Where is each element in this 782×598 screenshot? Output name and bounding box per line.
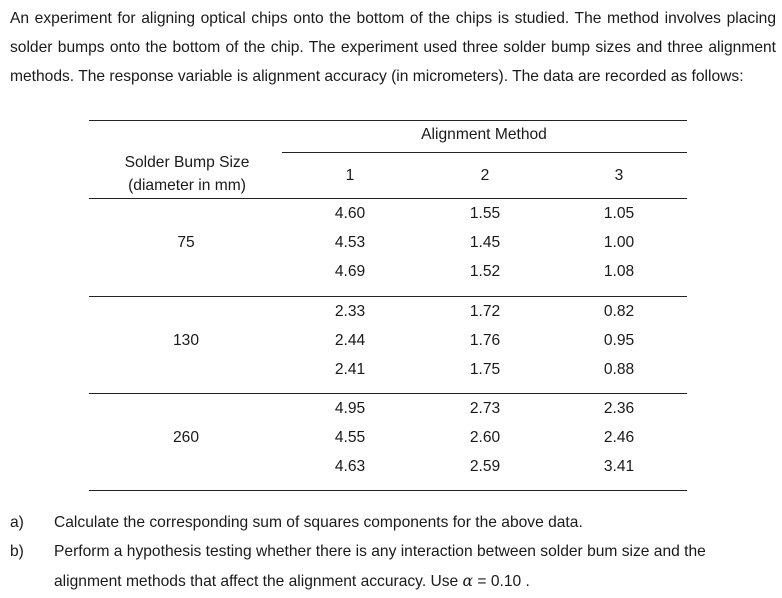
question-b-label: b)	[10, 543, 24, 560]
alignment-method-header: Alignment Method	[421, 126, 547, 143]
question-b-line1: Perform a hypothesis testing whether there is any interaction between solder bum size and the	[54, 543, 706, 560]
group-separator-rule	[89, 296, 687, 297]
alpha-value: = 0.10 .	[473, 573, 530, 590]
row-header-line1: Solder Bump Size	[124, 154, 250, 171]
table-cell: 4.53	[334, 234, 366, 251]
table-cell: 1.55	[469, 205, 501, 222]
table-cell: 2.44	[334, 332, 366, 349]
question-a	[0, 509, 782, 537]
table-cell: 2.73	[469, 400, 501, 417]
question-b	[0, 538, 782, 594]
question-a-text: Calculate the corresponding sum of squares components for the above data.	[54, 514, 583, 531]
table-cell: 3.41	[603, 458, 635, 475]
table-cell: 0.88	[603, 361, 635, 378]
table-cell: 1.45	[469, 234, 501, 251]
method-header: 1	[345, 167, 355, 184]
table-cell: 2.59	[469, 458, 501, 475]
solder-size-label: 130	[172, 332, 200, 349]
table-cell: 1.76	[469, 332, 501, 349]
question-a-label: a)	[10, 514, 24, 531]
table-cell: 1.52	[469, 263, 501, 280]
table-cell: 1.08	[603, 263, 635, 280]
table-cell: 1.05	[603, 205, 635, 222]
group-separator-rule	[89, 393, 687, 394]
table-cell: 1.00	[603, 234, 635, 251]
table-cell: 4.60	[334, 205, 366, 222]
alpha-symbol: α	[462, 572, 474, 590]
method-header: 2	[480, 167, 490, 184]
table-cell: 2.33	[334, 303, 366, 320]
table-cell: 2.46	[603, 429, 635, 446]
row-header-line2: (diameter in mm)	[128, 177, 246, 194]
table-cell: 2.60	[469, 429, 501, 446]
solder-size-label: 75	[177, 234, 195, 251]
table-cell: 2.41	[334, 361, 366, 378]
method-header: 3	[614, 167, 624, 184]
solder-size-label: 260	[172, 429, 200, 446]
table-cell: 4.55	[334, 429, 366, 446]
table-top-rule	[89, 120, 687, 121]
table-cell: 0.95	[603, 332, 635, 349]
table-cell: 2.36	[603, 400, 635, 417]
header-bottom-rule	[89, 198, 687, 199]
table-cell: 4.69	[334, 263, 366, 280]
table-bottom-rule	[89, 490, 687, 491]
table-cell: 0.82	[603, 303, 635, 320]
table-cell: 4.95	[334, 400, 366, 417]
table-cell: 4.63	[334, 458, 366, 475]
table-cell: 1.72	[469, 303, 501, 320]
method-group-rule	[282, 152, 687, 153]
question-b-line2	[54, 567, 774, 596]
question-b-line2-text: alignment methods that affect the alignment accuracy. Use	[54, 573, 463, 590]
table-cell: 1.75	[469, 361, 501, 378]
intro-paragraph: An experiment for aligning optical chips onto the bottom of the chips is studied. The method involves placing solder bumps onto the bottom of the chip. The experiment used three solder bump sizes and three alignment methods. The response variable is alignment accuracy (in micrometers). The data are recorded as follows:	[10, 10, 776, 85]
